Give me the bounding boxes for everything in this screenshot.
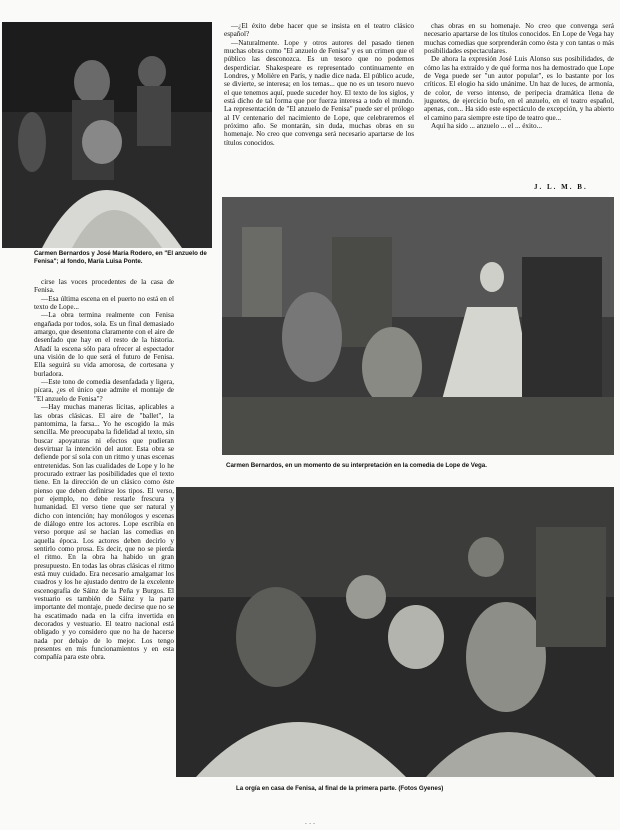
article-paragraph: —Naturalmente. Lope y otros autores del pasado tienen muchas obras como "El anzuelo de Fenisa" y es un crimen que el público las desconozca. Es un tesoro que no podemos desperdiciar. Shakespeare es representado continuamente en Londres, y Molière en París, y nadie dice nada. El público acude, se divierte, se interesa; en los temas... que no es un tesoro nuevo el que tenemos aquí, puede suceder hoy. El texto de los siglos, y está dicho de tal forma que por fuerza interesa a todo el mundo. La representación de "El anzuelo de Fenisa" puede ser el prólogo al IV centenario del nacimiento de Lope, que celebraremos el próximo año. Se montarán, sin duda, muchas obras en su homenaje. No creo que convenga será necesario apartarse de los títulos conocidos.	[224, 38, 414, 147]
photo-bottom	[176, 487, 614, 777]
article-column-middle	[224, 22, 414, 194]
article-paragraph: Aquí ha sido ... anzuelo ... el ... éxito...	[431, 122, 542, 131]
article-paragraph: —¿El éxito debe hacer que se insista en el teatro clásico español?	[224, 22, 414, 39]
photo-middle-right	[222, 197, 614, 455]
photo-middle-right-image	[222, 197, 614, 455]
footer-marks: · · ·	[304, 820, 316, 828]
article-paragraph: —Este tono de comedia desenfadada y ligera, pícara, ¿es el único que admite el montaje de "El anzuelo de Fenisa"?	[34, 378, 174, 403]
photo-bottom-image	[176, 487, 614, 777]
article-paragraph: —Esa última escena en el puerto no está en el texto de Lope...	[34, 294, 174, 312]
photo-top-left-image	[2, 22, 212, 248]
article-paragraph: De ahora la expresión José Luis Alonso sus posibilidades, de cómo las ha extraído y de qué forma nos ha demostrado que Lope de Vega puede ser "un autor popular", es lo bastante por los críticos. El elogio ha sido unánime. Un haz de luces, de armonía, de color, de verso intenso, de peripecia dramática llena de juguetes, de ejercicio bufo, en el anzuelo, en el teatro español, apenas, con... Ha sido este espectáculo de excepción, y ha abierto el camino para siempre este tipo de teatro que...	[424, 55, 614, 122]
caption-bottom: La orgía en casa de Fenisa, al final de la primera parte. (Fotos Gyenes)	[236, 785, 444, 792]
article-column-right	[424, 22, 614, 180]
article-paragraph: —Hay muchas maneras lícitas, aplicables a las obras clásicas. El aire de "ballet", la pantomima, la farsa... Yo he escogido la más sencilla. Me preocupaba la fidelidad al texto, sin buscar apoyaturas ni efectos que pudieran desvirtuar la intención del autor. Esta obra se defiende por sí sola con un ritmo y unas escenas entretenidas. Son las cualidades de Lope y lo he procurado extraer las posibilidades que el texto tiene. En la dirección de un clásico como éste pienso que deben definirse los tipos. El verso, por ejemplo, no debe restarle frescura y humanidad. El verso tiene que ser natural y dicho con intención; hay monólogos y escenas de diálogo entre los actores. Lope escribía en verso porque así se hacían las comedias en aquella época. Los actores deben decirlo y sentirlo como prosa. Es decir, que no se pierda el ritmo. En la obra ha habido un gran presupuesto. En todas las obras clásicas el ritmo está muy cuidado. Era necesario amalgamar los cuadros y los he ajustado dentro de la excelente escenografía de Sáinz de la Peña y Burgos. El vestuario es también de Sáinz y la parte importante del montaje, puede decirse que no se ha escatimado nada en la cifra invertida en decorados y vestuario. El teatro nacional está obligado y yo considero que no ha de hacerse nada por debajo de lo mejor. Los tengo presentes en mis funcionamientos y en esta compañía para este obra.	[34, 403, 174, 662]
article-paragraph: chas obras en su homenaje. No creo que convenga será necesario apartarse de los títulos conocidos. En Lope de Vega hay muchas comedias que sorprenderán como ésta y con tantas o más posibilidades espectaculares.	[424, 22, 614, 56]
article-paragraph: cirse las voces procedentes de la casa de Fenisa.	[34, 278, 174, 295]
article-paragraph: —La obra termina realmente con Fenisa engañada por todos, sola. Es un final demasiado amargo, que desentona claramente con el aire de desenfado que hay en el resto de la historia. Añadí la escena sólo para ofrecer al espectador una visión de lo que será el futuro de Fenisa. Ella seguirá su vida amorosa, de cortesana y burladora.	[34, 311, 174, 378]
article-column-left	[34, 278, 174, 790]
caption-top-left: Carmen Bernardos y José María Rodero, en "El anzuelo de Fenisa"; al fondo, María Luisa Ponte.	[34, 250, 207, 265]
caption-middle-right: Carmen Bernardos, en un momento de su interpretación en la comedia de Lope de Vega.	[226, 462, 487, 469]
photo-top-left	[2, 22, 212, 248]
author-signature: J. L. M. B.	[534, 183, 588, 191]
